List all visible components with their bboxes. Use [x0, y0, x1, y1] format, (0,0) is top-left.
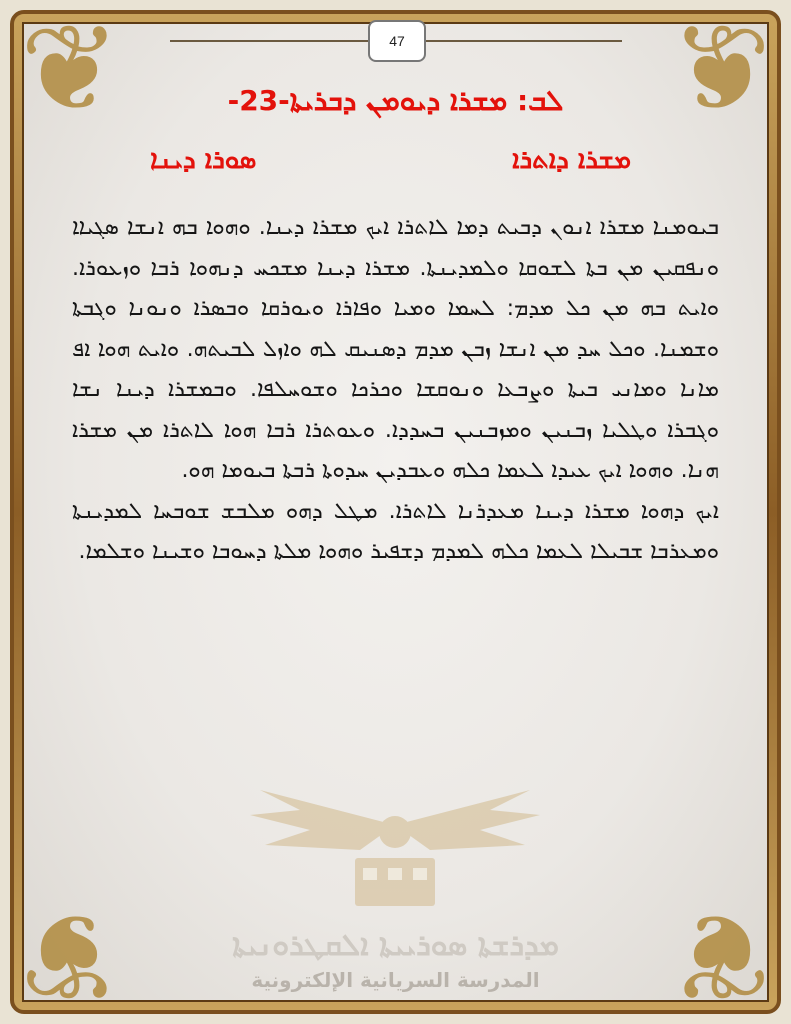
- corner-ornament-icon: ❦: [19, 885, 121, 1024]
- school-logo-syriac: ܡܕܪܫܬܐ ܣܘܪܝܝܬܐ ܐܠܩܛܪܘܢܝܬܐ: [232, 928, 559, 963]
- subtitle-left: ܣܘܪܐ ܕܝܢܐ: [150, 145, 257, 175]
- paragraph-2: ܐܝܟ ܕܗܘܐ ܡܫܪܐ ܕܝܢܐ ܡܥܕܪܢܐ ܠܐܬܪܐ. ܡܛܠ ܕܗܘ ܡܠܒܫ ܫܘܒܚܐ ܠܡܕܝܢܬܐ ܘܡܥܪܒܐ ܫܒܝܠܐ ܠܥܡܐ ܟܠܗ ܠܡܕܡ ܕܫܦܝܪ ܘܗܘܐ ܡܠܬܐ ܕܚܘܒܐ ܘܫܝܢܐ ܘܫܠܡܐ.: [72, 498, 719, 564]
- corner-ornament-icon: ❦: [670, 885, 772, 1024]
- school-logo-arabic: المدرسة السريانية الإلكترونية: [251, 968, 540, 992]
- corner-ornament-icon: ❦: [19, 0, 121, 139]
- subtitle-row: [150, 145, 631, 185]
- winged-emblem-icon: [240, 770, 550, 920]
- page-number: 47: [368, 20, 426, 62]
- paragraph-1: ܒܝܘܡܢܐ ܡܫܪܐ ܐܢܘܢ ܕܒܝܬ ܕܡܐ ܠܐܬܪܐ ܐܝܟ ܡܫܪܐ ܕܝܢܐ. ܘܗܘܐ ܒܗ ܐܢܫܐ ܣܓܝܐܐ ܘܢܦܩܝܢ ܡܢ ܒܬܐ ܠܫܘܩܐ ܘܠܡܕܝܢܬܐ. ܡܫܪܐ ܕܝܢܐ ܡܫܟܚ ܕܢܗܘܐ ܪܒܐ ܘܙܥܘܪܐ. ܘܐܝܬ ܒܗ ܡܢ ܟܠ ܡܕܡ: ܠܚܡܐ ܘܡܝܐ ܘܦܐܪܐ ܘܝܘܪܩܐ ܘܒܣܪܐ ܘܢܘܢܐ ܘܓܒܬܐ ܘܫܡܢܐ. ܘܟܠ ܚܕ ܡܢ ܐܢܫܐ ܙܒܢ ܡܕܡ ܕܣܢܝܩ ܠܗ ܘܐܙܠ ܠܒܝܬܗ. ܘܐܝܬ ܗܘܐ ܐܦ ܡܐܢܐ ܘܡܐܢܝ ܒܝܬܐ ܘܨܒܥܐ ܘܢܘܩܫܐ ܘܟܪܟܐ ܘܫܘܚܠܦܐ. ܘܒܡܫܪܐ ܕܝܢܐ ܢܫܐ ܘܓܒܪܐ ܘܛܠܝܐ ܙܒܢܝܢ ܘܡܙܒܢܝܢ ܒܚܕܕܐ. ܘܥܘܬܪܐ ܪܒܐ ܗܘܐ ܠܐܬܪܐ ܡܢ ܡܫܪܐ ܗܢܐ. ܘܗܘܐ ܐܝܟ ܥܝܕܐ ܠܥܡܐ ܟܠܗ ܘܥܒܕܝܢ ܚܕܘܬܐ ܪܒܬܐ ܒܝܘܡܐ ܗܘ.: [72, 215, 719, 483]
- subtitle-right: ܡܫܪܐ ܕܐܬܪܐ: [512, 145, 631, 175]
- lesson-title: ܠܒ: ܡܫܪܐ ܕܝܘܡܢ ܕܒܪܝܬܐ-23-: [227, 84, 564, 117]
- body-text: [72, 208, 719, 573]
- corner-ornament-icon: ❦: [670, 0, 772, 139]
